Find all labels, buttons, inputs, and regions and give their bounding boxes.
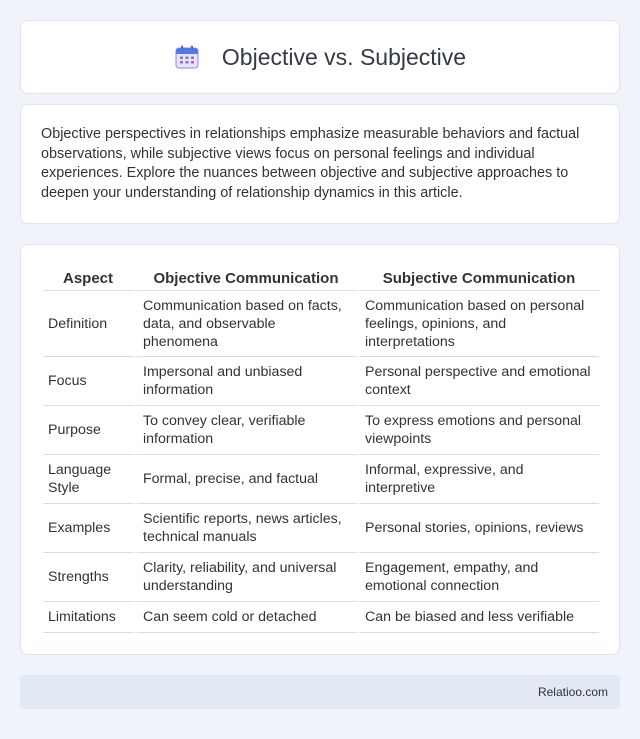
objective-cell: Can seem cold or detached [137,602,359,633]
table-header-row [43,263,599,291]
objective-cell: Communication based on facts, data, and observable phenomena [137,291,359,357]
table-row [43,291,599,357]
table-row [43,406,599,455]
table-row [43,357,599,406]
column-header-objective: Objective Communication [137,263,359,291]
aspect-cell: Examples [43,504,137,553]
page-title: Objective vs. Subjective [221,43,467,70]
table-row [43,553,599,602]
subjective-cell: To express emotions and personal viewpoints [359,406,599,455]
aspect-cell: Limitations [43,602,137,633]
objective-cell: Scientific reports, news articles, technical manuals [137,504,359,553]
aspect-cell: Focus [43,357,137,406]
aspect-cell: Purpose [43,406,137,455]
aspect-cell: Strengths [43,553,137,602]
subjective-cell: Personal perspective and emotional context [359,357,599,406]
table-row [43,602,599,633]
table-row [43,455,599,504]
intro-card [20,104,620,224]
aspect-cell: Definition [43,291,137,357]
header-card [20,20,620,94]
title-wrap [174,44,466,71]
aspect-cell: Language Style [43,455,137,504]
objective-cell: Clarity, reliability, and universal understanding [137,553,359,602]
objective-cell: Impersonal and unbiased information [137,357,359,406]
comparison-table [43,263,599,633]
footer-brand: Relatioo.com [537,685,608,699]
intro-paragraph: Objective perspectives in relationships emphasize measurable behaviors and factual observations, while subjective views focus on personal feelings and individual experiences. Explore the nuances between objective and subjective approaches to deepen your understanding of relationship dynamics in this article. [41,126,580,201]
calendar-icon [174,44,200,70]
subjective-cell: Can be biased and less verifiable [359,602,599,633]
subjective-cell: Personal stories, opinions, reviews [359,504,599,553]
objective-cell: Formal, precise, and factual [137,455,359,504]
objective-cell: To convey clear, verifiable information [137,406,359,455]
table-row [43,504,599,553]
subjective-cell: Engagement, empathy, and emotional connection [359,553,599,602]
comparison-table-card [20,244,620,655]
subjective-cell: Informal, expressive, and interpretive [359,455,599,504]
column-header-aspect: Aspect [43,263,137,291]
subjective-cell: Communication based on personal feelings, opinions, and interpretations [359,291,599,357]
footer [20,675,620,709]
column-header-subjective: Subjective Communication [359,263,599,291]
